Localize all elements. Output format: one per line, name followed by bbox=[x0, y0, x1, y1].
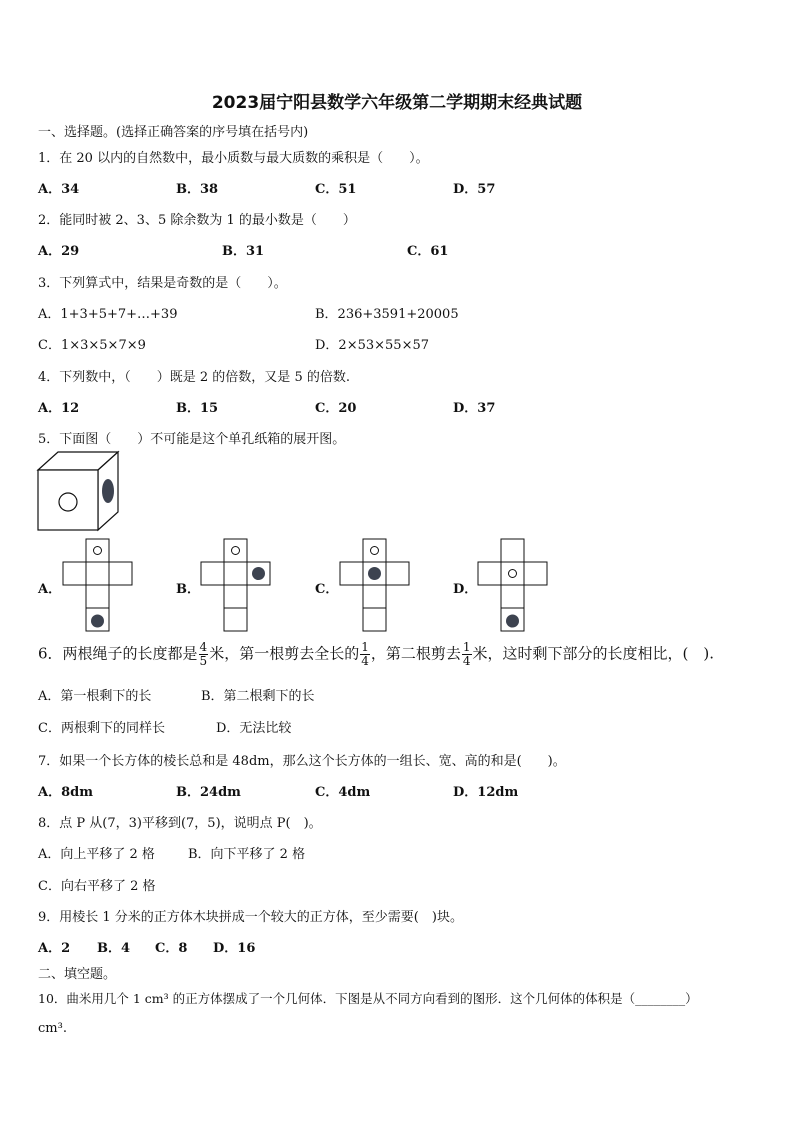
q8-option-a[interactable]: A．向上平移了 2 格 bbox=[38, 847, 155, 862]
net-b[interactable] bbox=[200, 538, 272, 634]
q3-option-b[interactable]: B．236+3591+20005 bbox=[315, 307, 459, 322]
question-4: 4．下列数中，（ ）既是 2 的倍数，又是 5 的倍数. bbox=[38, 370, 350, 385]
q2-option-c[interactable]: C．61 bbox=[407, 244, 449, 259]
q2-option-b[interactable]: B．31 bbox=[222, 244, 265, 259]
box-figure bbox=[36, 450, 120, 534]
q6-option-a[interactable]: A．第一根剩下的长 bbox=[38, 689, 152, 704]
q4-option-d[interactable]: D．37 bbox=[453, 401, 496, 416]
q9-option-d[interactable]: D．16 bbox=[213, 941, 256, 956]
q4-option-a[interactable]: A．12 bbox=[38, 401, 80, 416]
section-heading: 一、选择题。(选择正确答案的序号填在括号内) bbox=[38, 125, 309, 140]
question-3: 3．下列算式中，结果是奇数的是（ ）。 bbox=[38, 276, 287, 291]
net-c[interactable] bbox=[339, 538, 411, 634]
question-2: 2．能同时被 2、3、5 除余数为 1 的最小数是（ ） bbox=[38, 213, 356, 228]
q1-option-c[interactable]: C．51 bbox=[315, 182, 357, 197]
fraction-numerator: 4 bbox=[199, 640, 208, 654]
question-6 bbox=[38, 641, 714, 668]
q5-option-b[interactable]: B． bbox=[176, 582, 200, 597]
section-heading: 二、填空题。 bbox=[38, 967, 117, 982]
q7-option-a[interactable]: A．8dm bbox=[38, 785, 93, 800]
q7-option-b[interactable]: B．24dm bbox=[176, 785, 241, 800]
q6-option-b[interactable]: B．第二根剩下的长 bbox=[201, 689, 315, 704]
q6-stem-part-2: 米，第一根剪去全长的 bbox=[209, 644, 360, 663]
fraction-numerator: 1 bbox=[361, 640, 369, 654]
q9-option-a[interactable]: A．2 bbox=[38, 941, 71, 956]
question-7: 7．如果一个长方体的棱长总和是 48dm，那么这个长方体的一组长、宽、高的和是( )。 bbox=[38, 754, 566, 769]
q2-option-a[interactable]: A．29 bbox=[38, 244, 80, 259]
fraction bbox=[462, 641, 472, 668]
q1-option-a[interactable]: A．34 bbox=[38, 182, 80, 197]
q1-option-b[interactable]: B．38 bbox=[176, 182, 219, 197]
q5-option-d[interactable]: D． bbox=[453, 582, 478, 597]
question-8: 8．点 P 从(7，3)平移到(7，5)，说明点 P( )。 bbox=[38, 816, 322, 831]
q8-option-b[interactable]: B．向下平移了 2 格 bbox=[188, 847, 306, 862]
q5-option-a[interactable]: A． bbox=[38, 582, 62, 597]
q9-option-b[interactable]: B．4 bbox=[97, 941, 131, 956]
q1-option-d[interactable]: D．57 bbox=[453, 182, 496, 197]
q6-stem-part-4: 米，这时剩下部分的长度相比，( ). bbox=[472, 644, 714, 663]
q4-option-b[interactable]: B．15 bbox=[176, 401, 219, 416]
fraction-denominator: 4 bbox=[462, 654, 471, 668]
q9-option-c[interactable]: C．8 bbox=[155, 941, 188, 956]
q7-option-d[interactable]: D．12dm bbox=[453, 785, 519, 800]
question-1: 1．在 20 以内的自然数中，最小质数与最大质数的乘积是（ ）。 bbox=[38, 151, 429, 166]
q4-option-c[interactable]: C．20 bbox=[315, 401, 357, 416]
net-d[interactable] bbox=[477, 538, 549, 634]
fraction-denominator: 4 bbox=[361, 654, 369, 668]
q6-option-c[interactable]: C．两根剩下的同样长 bbox=[38, 721, 165, 736]
page-title: 2023届宁阳县数学六年级第二学期期末经典试题 bbox=[211, 93, 583, 113]
q7-option-c[interactable]: C．4dm bbox=[315, 785, 371, 800]
q3-option-d[interactable]: D．2×53×55×57 bbox=[315, 338, 429, 353]
fraction-denominator: 5 bbox=[199, 654, 208, 668]
q3-option-c[interactable]: C．1×3×5×7×9 bbox=[38, 338, 146, 353]
question-10-unit: cm³. bbox=[38, 1021, 67, 1036]
q6-stem-part-1: 6．两根绳子的长度都是 bbox=[38, 644, 198, 663]
q3-option-a[interactable]: A．1+3+5+7+…+39 bbox=[38, 307, 178, 322]
fraction-numerator: 1 bbox=[462, 640, 471, 654]
fraction bbox=[199, 641, 209, 668]
question-9: 9．用棱长 1 分米的正方体木块拼成一个较大的正方体，至少需要( )块。 bbox=[38, 910, 463, 925]
fraction bbox=[360, 641, 370, 668]
q6-stem-part-3: ，第二根剪去 bbox=[370, 644, 461, 663]
q5-option-c[interactable]: C． bbox=[315, 582, 339, 597]
net-a[interactable] bbox=[62, 538, 134, 634]
q6-option-d[interactable]: D．无法比较 bbox=[216, 721, 292, 736]
question-5: 5．下面图（ ）不可能是这个单孔纸箱的展开图。 bbox=[38, 432, 346, 447]
q8-option-c[interactable]: C．向右平移了 2 格 bbox=[38, 879, 156, 894]
question-10: 10．曲米用几个 1 cm³ 的正方体摆成了一个几何体．下图是从不同方向看到的图形．这个几何体的体积是（________） bbox=[38, 991, 698, 1006]
